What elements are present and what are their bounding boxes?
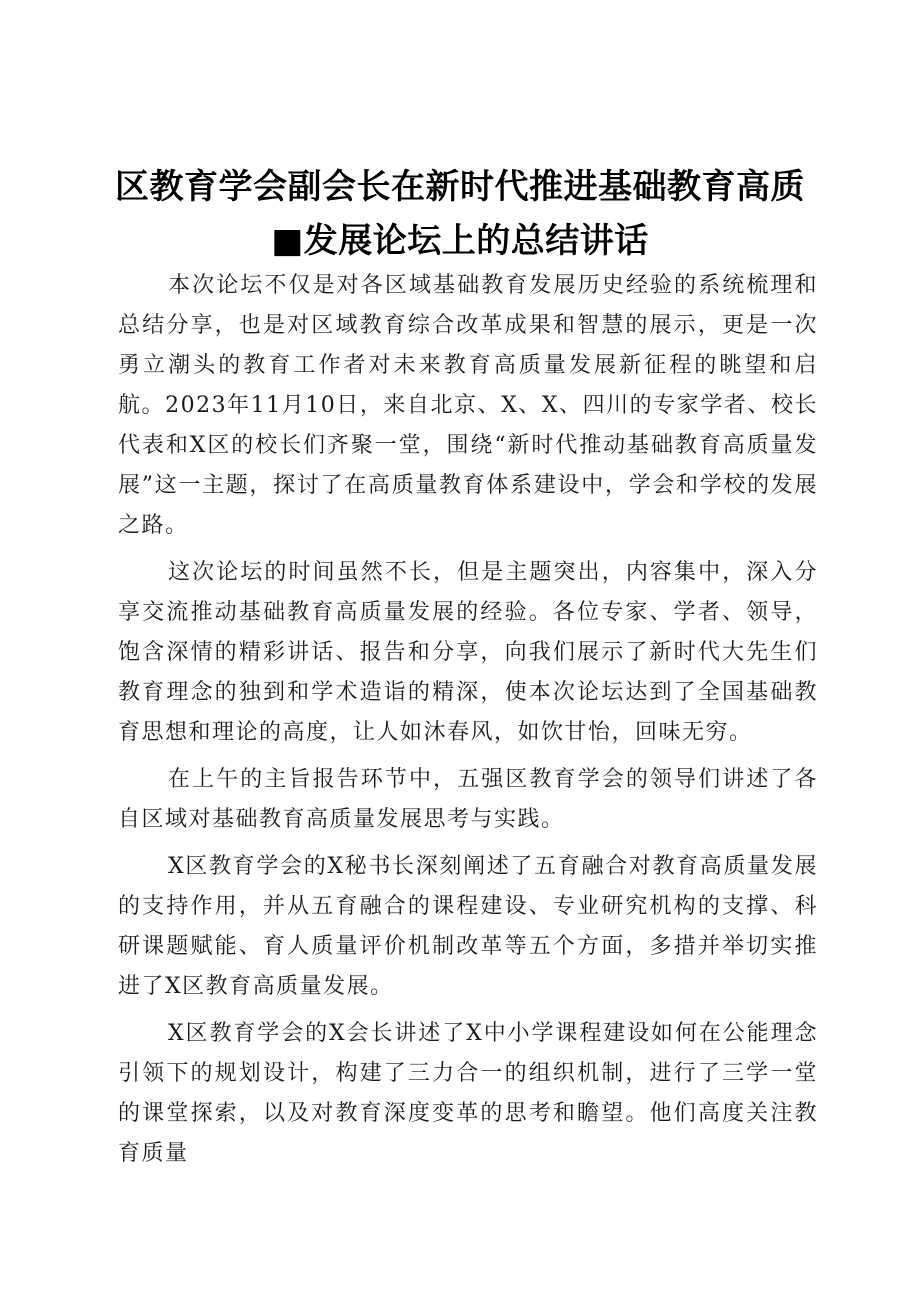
paragraph-4: X区教育学会的X秘书长深刻阐述了五育融合对教育高质量发展的支持作用，并从五育融合的课程建设、专业研究机构的支撑、科研课题赋能、育人质量评价机制改革等五个方面，多措并举切实推进了X区教育高质量发展。 (118, 854, 818, 999)
paragraph-3: 在上午的主旨报告环节中，五强区教育学会的领导们讲述了各自区域对基础教育高质量发展思考与实践。 (118, 767, 818, 832)
document-body (118, 266, 818, 1181)
title-line-2: ■发展论坛上的总结讲话 (271, 221, 649, 261)
paragraph-1: 本次论坛不仅是对各区域基础教育发展历史经验的系统梳理和总结分享，也是对区域教育综合改革成果和智慧的展示，更是一次勇立潮头的教育工作者对未来教育高质量发展新征程的眺望和启航。2023年11月10日，来自北京、X、X、四川的专家学者、校长代表和X区的校长们齐聚一堂，围绕“新时代推动基础教育高质量发展”这一主题，探讨了在高质量教育体系建设中，学会和学校的发展之路。 (118, 273, 818, 538)
paragraph-2: 这次论坛的时间虽然不长，但是主题突出，内容集中，深入分享交流推动基础教育高质量发展的经验。各位专家、学者、领导，饱含深情的精彩讲话、报告和分享，向我们展示了新时代大先生们教育理念的独到和学术造诣的精深，使本次论坛达到了全国基础教育思想和理论的高度，让人如沐春风，如饮甘怡，回味无穷。 (118, 560, 818, 745)
title-line-1: 区教育学会副会长在新时代推进基础教育高质 (115, 167, 805, 207)
document-title (100, 160, 820, 268)
paragraph-5: X区教育学会的X会长讲述了X中小学课程建设如何在公能理念引领下的规划设计，构建了三力合一的组织机制，进行了三学一堂的课堂探索，以及对教育深度变革的思考和瞻望。他们高度关注教育质量 (118, 1021, 818, 1166)
